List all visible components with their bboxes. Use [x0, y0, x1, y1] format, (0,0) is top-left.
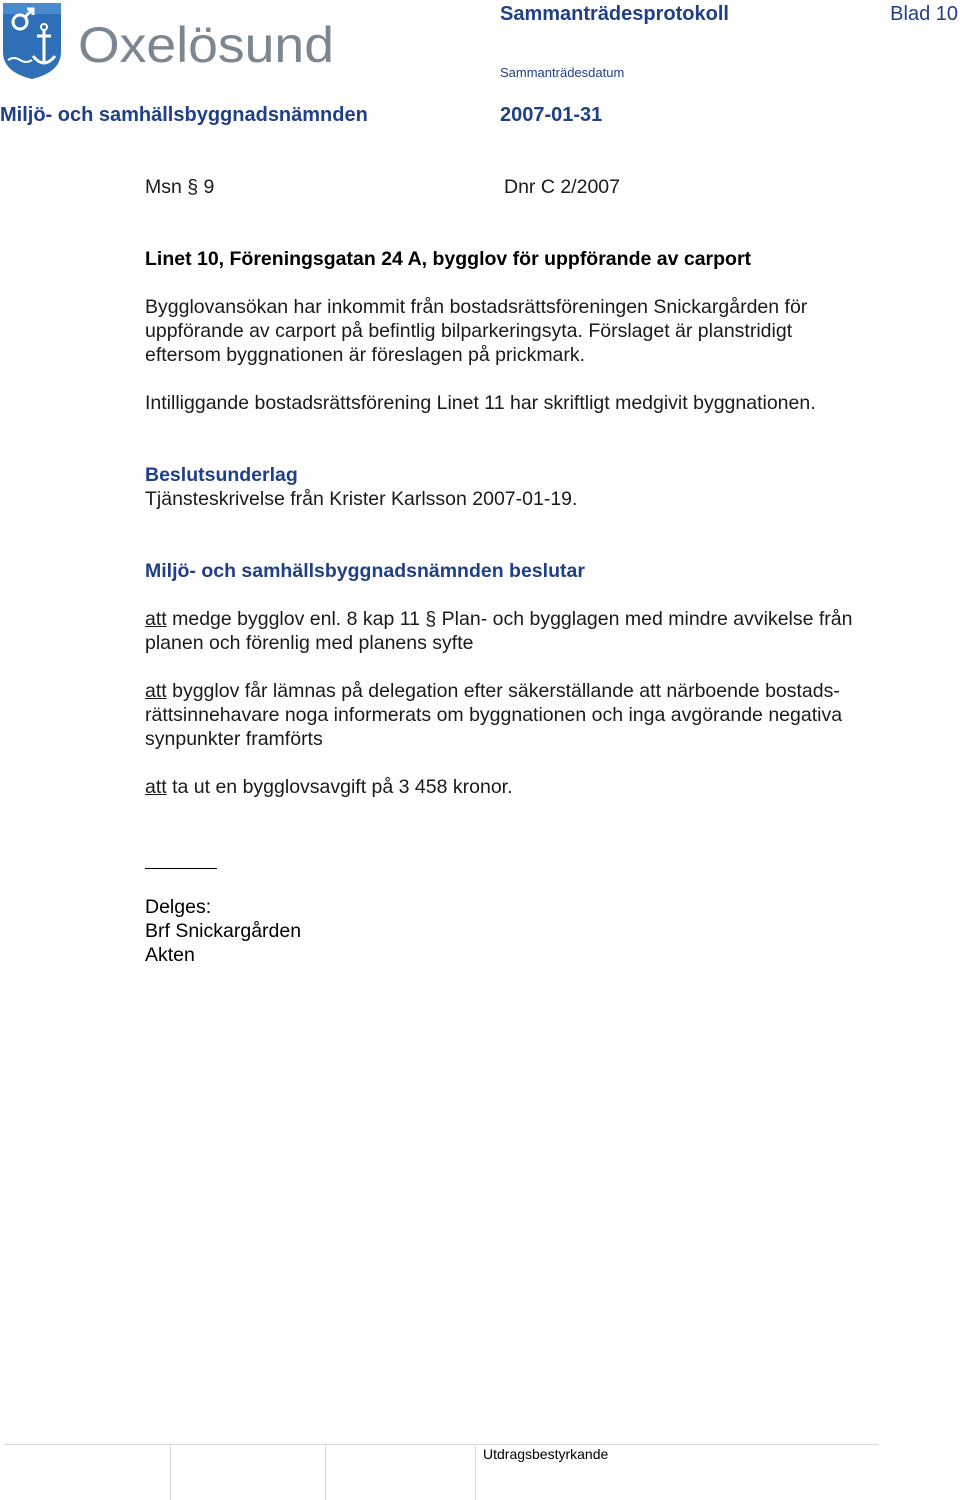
- oxelosund-logo: [0, 0, 340, 80]
- decision-heading: Miljö- och samhällsbyggnadsnämnden beslutar: [145, 560, 585, 582]
- meeting-date: 2007-01-31: [500, 104, 603, 126]
- consent-paragraph: Intilliggande bostadsrättsförening Linet 11 har skriftligt medgivit byggnationen.: [145, 392, 816, 414]
- distribution-list: [145, 895, 945, 967]
- decision-line: synpunkter framförts: [145, 728, 323, 750]
- paragraph-line: uppförande av carport på befintlig bilparkeringsyta. Förslaget är planstridigt: [145, 320, 793, 342]
- brand-wordmark: Oxelösund: [78, 17, 334, 73]
- att-word: att: [145, 608, 167, 630]
- decision-line: att bygglov får lämnas på delegation efter säkerställande att närboende bostads-: [145, 680, 840, 702]
- basis-text: Tjänsteskrivelse från Krister Karlsson 2007-01-19.: [145, 488, 578, 510]
- decision-item-1: [145, 607, 945, 655]
- decision-item-2: [145, 679, 945, 751]
- municipal-crest-icon: [3, 3, 61, 79]
- recipient: Akten: [145, 944, 195, 966]
- separator-rule: [145, 868, 217, 869]
- att-word: att: [145, 680, 167, 702]
- decision-line: planen och förenlig med planens syfte: [145, 632, 474, 654]
- document-type: Sammanträdesprotokoll: [500, 3, 729, 25]
- meeting-date-label: Sammanträdesdatum: [500, 65, 625, 80]
- msn-number: Msn § 9: [145, 176, 215, 198]
- committee-name: Miljö- och samhällsbyggnadsnämnden: [0, 104, 368, 126]
- decision-item-3: att ta ut en bygglovsavgift på 3 458 kronor.: [145, 776, 513, 798]
- recipient: Brf Snickargården: [145, 920, 302, 942]
- distribution-label: Delges:: [145, 896, 212, 918]
- basis-heading: Beslutsunderlag: [145, 464, 298, 486]
- paragraph-line: eftersom byggnationen är föreslagen på prickmark.: [145, 344, 586, 366]
- footer-divider: [325, 1446, 326, 1500]
- decision-line: rättsinnehavare noga informerats om byggnationen och inga avgörande negativa: [145, 704, 843, 726]
- paragraph-line: Bygglovansökan har inkommit från bostadsrättsföreningen Snickargården för: [145, 296, 808, 318]
- dnr-number: Dnr C 2/2007: [504, 176, 620, 198]
- description-paragraph: [145, 295, 945, 367]
- certification-label: Utdragsbestyrkande: [483, 1446, 609, 1462]
- footer-divider: [475, 1446, 476, 1500]
- case-title: Linet 10, Föreningsgatan 24 A, bygglov för uppförande av carport: [145, 248, 752, 270]
- sheet-number: Blad 10: [890, 3, 958, 25]
- decision-line: att medge bygglov enl. 8 kap 11 § Plan- och bygglagen med mindre avvikelse från: [145, 608, 853, 630]
- footer-rule: [5, 1444, 878, 1445]
- footer-divider: [170, 1446, 171, 1500]
- att-word: att: [145, 776, 167, 798]
